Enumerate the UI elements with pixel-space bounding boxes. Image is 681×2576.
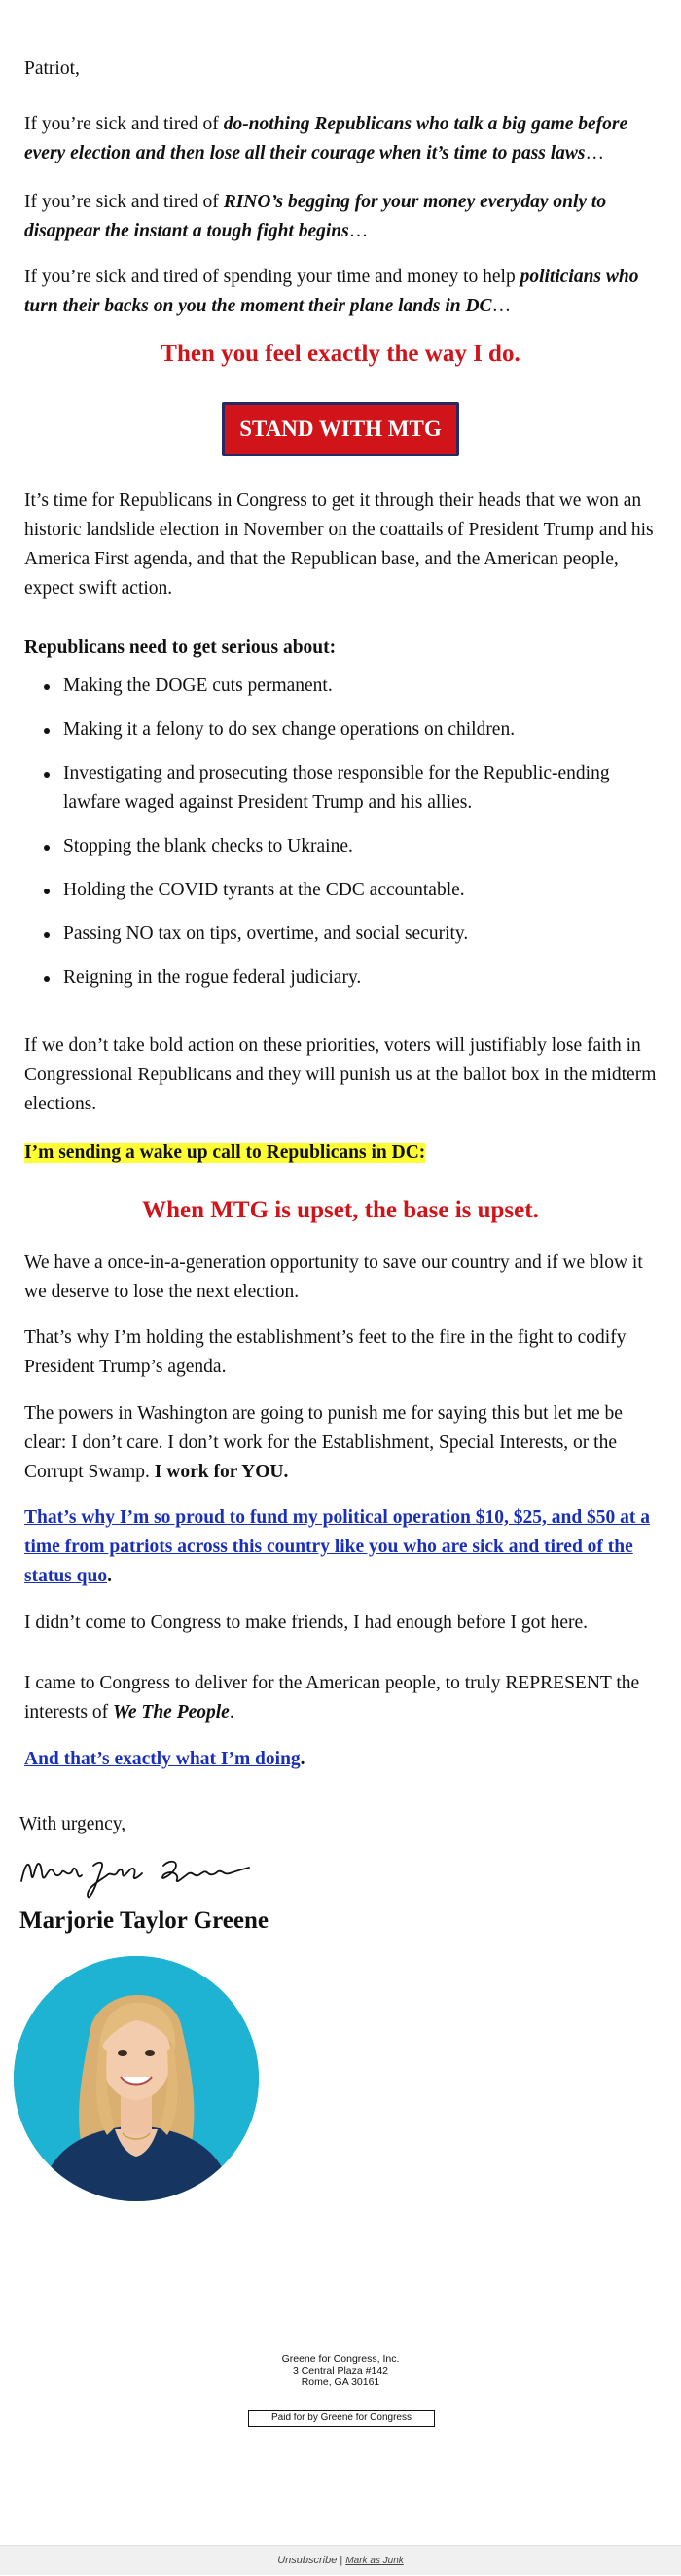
handwritten-signature	[18, 1844, 261, 1907]
separator: |	[340, 2555, 343, 2566]
upset-heading: When MTG is upset, the base is upset.	[142, 1197, 539, 1223]
list-item: Investigating and prosecuting those responsible for the Republic-ending lawfare waged against President Trump and his allies.	[63, 759, 662, 817]
footer-address	[0, 2353, 681, 2388]
opportunity-paragraph: We have a once-in-a-generation opportunity to save our country and if we blow it we deserve to lose the next election.	[24, 1252, 643, 1302]
greeting: Patriot,	[24, 58, 80, 79]
intro-paragraph-2: If you’re sick and tired of RINO’s begging for your money everyday only to disappear the instant a tough fight begins…	[24, 192, 607, 241]
friends-paragraph: I didn’t come to Congress to make friends, I had enough before I got here.	[24, 1613, 589, 1633]
deliver-paragraph: I came to Congress to deliver for the American people, to truly REPRESENT the interests of We The People.	[24, 1673, 640, 1723]
fund-link[interactable]: That’s why I’m so proud to fund my political operation $10, $25, and $50 at a time from patriots across this country like you who are sick and tired of the status quo	[24, 1507, 651, 1586]
intro-paragraph-1: If you’re sick and tired of do-nothing Republicans who talk a big game before every election and then lose all their courage when it’s time to pass laws…	[24, 114, 628, 163]
stand-with-mtg-button[interactable]: STAND WITH MTG	[222, 402, 459, 456]
paid-for-disclaimer: Paid for by Greene for Congress	[248, 2410, 435, 2427]
mark-as-junk-link[interactable]: Mark as Junk	[345, 2556, 404, 2566]
feel-heading: Then you feel exactly the way I do.	[161, 341, 520, 367]
unsubscribe-link[interactable]: Unsubscribe	[277, 2555, 338, 2566]
bold-action-paragraph: If we don’t take bold action on these priorities, voters will justifiably lose faith in Congressional Republicans and they will punish us at the ballot box in the midterm elections.	[24, 1035, 657, 1114]
footer-street: 3 Central Plaza #142	[292, 2365, 389, 2376]
bottom-bar	[0, 2545, 681, 2575]
wake-up-call: I’m sending a wake up call to Republicans in DC:	[24, 1143, 426, 1163]
list-item: Holding the COVID tyrants at the CDC accountable.	[63, 876, 662, 905]
doing-paragraph: And that’s exactly what I’m doing.	[24, 1749, 305, 1769]
list-item: Stopping the blank checks to Ukraine.	[63, 832, 662, 861]
intro-paragraph-3: If you’re sick and tired of spending your time and money to help politicians who turn their backs on you the moment their plane lands in DC…	[24, 267, 639, 316]
footer-city: Rome, GA 30161	[301, 2376, 380, 2388]
list-item: Making it a felony to do sex change operations on children.	[63, 715, 662, 744]
signature-icon	[18, 1844, 261, 1903]
landslide-paragraph: It’s time for Republicans in Congress to get it through their heads that we won an historic landslide election in November on the coattails of President Trump and his America First agenda, and that the Republican base, and the American people, expect swift action.	[24, 490, 654, 599]
doing-link[interactable]: And that’s exactly what I’m doing	[24, 1749, 301, 1769]
powers-paragraph: The powers in Washington are going to punish me for saying this but let me be clear: I don’t care. I don’t work for the Establishment, Special Interests, or the Corrupt Swamp. I work for YOU.	[24, 1403, 623, 1482]
portrait-photo	[14, 1956, 259, 2201]
fire-paragraph: That’s why I’m holding the establishment’s feet to the fire in the fight to codify President Trump’s agenda.	[24, 1327, 627, 1377]
list-item: Passing NO tax on tips, overtime, and social security.	[63, 920, 662, 949]
priorities-heading: Republicans need to get serious about:	[24, 637, 337, 658]
footer-org: Greene for Congress, Inc.	[281, 2353, 400, 2365]
list-item: Making the DOGE cuts permanent.	[63, 671, 662, 701]
fund-paragraph: That’s why I’m so proud to fund my political operation $10, $25, and $50 at a time from patriots across this country like you who are sick and tired of the status quo.	[24, 1507, 651, 1586]
portrait-icon	[14, 1956, 259, 2201]
signature-name: Marjorie Taylor Greene	[19, 1907, 269, 1934]
closing: With urgency,	[19, 1814, 126, 1834]
list-item: Reigning in the rogue federal judiciary.	[63, 963, 662, 993]
